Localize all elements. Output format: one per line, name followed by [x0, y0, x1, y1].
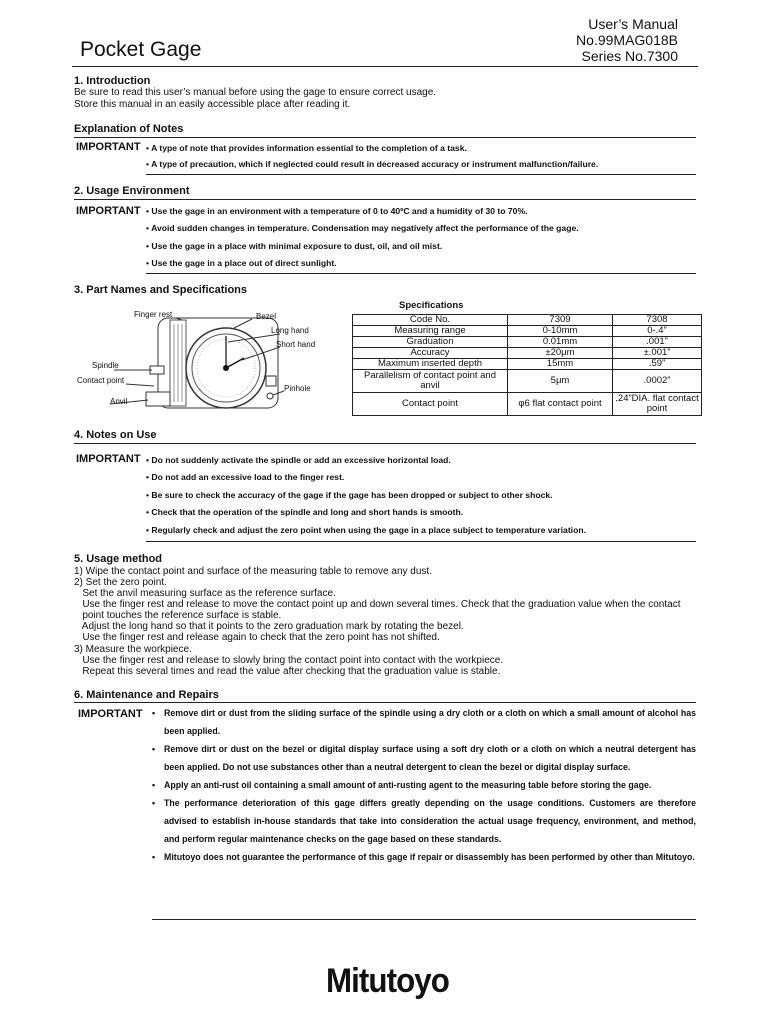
list-item: • Remove dirt or dust on the bezel or digital display surface using a soft dry cloth or a cloth on which a neutral detergent has been applied. Do not use substances other than a neutral detergent to clean the bezel or digital display surface. [152, 744, 696, 772]
header-rule [72, 66, 698, 67]
list-item: • Apply an anti-rust oil containing a small amount of anti-rusting agent to the measuring table before storing the gage. [152, 780, 652, 790]
specs-table [352, 314, 702, 416]
note-item: • A type of note that provides information essential to the completion of a task. [146, 143, 467, 153]
important-label: IMPORTANT [76, 453, 141, 465]
method-line: Set the anvil measuring surface as the reference surface. [74, 588, 336, 599]
divider [146, 273, 696, 274]
intro-heading: 1. Introduction [74, 75, 151, 87]
method-line: 2) Set the zero point. [74, 577, 167, 588]
use-item: • Be sure to check the accuracy of the gage if the gage has been dropped or subject to other shock. [146, 490, 553, 500]
label-spindle: Spindle [92, 361, 119, 370]
notes-heading: Explanation of Notes [74, 123, 184, 135]
label-bezel: Bezel [256, 312, 277, 321]
label-contact-point: Contact point [77, 376, 125, 385]
method-line: Use the finger rest and release to slowly bring the contact point into contact with the workpiece. [74, 655, 504, 666]
list-item: • Remove dirt or dust from the sliding surface of the spindle using a dry cloth or a cloth on which a small amount of alcohol has been applied. [152, 708, 696, 736]
label-pinhole: Pinhole [284, 384, 311, 393]
important-label: IMPORTANT [76, 141, 141, 153]
method-line: Use the finger rest and release to move the contact point up and down several times. Check that the graduation value when the contact [74, 599, 681, 610]
parts-heading: 3. Part Names and Specifications [74, 284, 248, 296]
method-line: 1) Wipe the contact point and surface of the measuring table to remove any dust. [74, 566, 432, 577]
brand-logo: Mitutoyo [326, 962, 449, 1000]
method-line: Use the finger rest and release again to check that the zero point has not shifted. [74, 632, 440, 643]
label-finger-rest: Finger rest [134, 310, 173, 319]
list-item: • Mitutoyo does not guarantee the performance of this gage if repair or disassembly has been performed by other than Mitutoyo. [152, 852, 695, 862]
divider [74, 137, 696, 138]
table-row: Measuring range 0-10mm 0-.4” [353, 326, 702, 337]
env-heading: 2. Usage Environment [74, 185, 190, 197]
env-item: • Avoid sudden changes in temperature. Condensation may negatively affect the performance of the gage. [146, 223, 579, 233]
method-heading: 5. Usage method [74, 553, 163, 565]
maint-list [152, 704, 696, 866]
divider [74, 443, 696, 444]
maint-heading: 6. Maintenance and Repairs [74, 689, 219, 701]
label-long-hand: Long hand [271, 326, 309, 335]
label-short-hand: Short hand [276, 340, 316, 349]
use-item: • Do not suddenly activate the spindle or add an excessive horizontal load. [146, 455, 451, 465]
manual-number: No.99MAG018B [576, 32, 678, 48]
page-title: Pocket Gage [80, 38, 202, 61]
intro-line-1: Be sure to read this user’s manual before using the gage to ensure correct usage. [74, 87, 437, 98]
series-number: Series No.7300 [581, 48, 678, 64]
table-row: Maximum inserted depth 15mm .59” [353, 359, 702, 370]
method-line: Adjust the long hand so that it points to the zero graduation mark by rotating the bezel. [74, 621, 464, 632]
env-item: • Use the gage in a place with minimal exposure to dust, oil, and oil mist. [146, 241, 443, 251]
divider [146, 174, 696, 175]
specs-caption: Specifications [399, 300, 464, 311]
use-item: • Do not add an excessive load to the finger rest. [146, 472, 345, 482]
important-label: IMPORTANT [76, 205, 141, 217]
list-item: • The performance deterioration of this gage differs greatly depending on the usage conditions. Customers are therefore advised to establish in-house standards that take into consideration the actual usage frequency, environment, and method, and perform regular maintenance checks on the gage based on these standards. [152, 798, 696, 844]
method-line: Repeat this several times and read the value after checking that the graduation value is stable. [74, 666, 501, 677]
table-row: Code No. 7309 7308 [353, 315, 702, 326]
use-item: • Regularly check and adjust the zero point when using the gage in a place subject to temperature variation. [146, 525, 586, 535]
use-item: • Check that the operation of the spindle and long and short hands is smooth. [146, 507, 464, 517]
manual-info [576, 16, 678, 64]
intro-line-2: Store this manual in an easily accessible place after reading it. [74, 99, 351, 110]
divider [146, 541, 696, 542]
table-row: Parallelism of contact point and anvil 5μm .0002” [353, 370, 702, 393]
env-item: • Use the gage in an environment with a temperature of 0 to 40ºC and a humidity of 30 to 70%. [146, 206, 528, 216]
label-anvil: Anvil [110, 397, 128, 406]
divider [152, 919, 696, 920]
important-label: IMPORTANT [78, 708, 143, 720]
table-row: Graduation 0.01mm .001” [353, 337, 702, 348]
divider [74, 199, 696, 200]
method-line: point touches the reference surface is stable. [74, 610, 282, 621]
env-item: • Use the gage in a place out of direct sunlight. [146, 258, 337, 268]
table-row: Accuracy ±20μm ±.001” [353, 348, 702, 359]
note-item: • A type of precaution, which if neglected could result in decreased accuracy or instrument malfunction/failure. [146, 159, 599, 169]
method-line: 3) Measure the workpiece. [74, 644, 192, 655]
use-heading: 4. Notes on Use [74, 429, 157, 441]
manual-label: User’s Manual [588, 16, 678, 32]
divider [74, 702, 696, 703]
table-row: Contact point φ6 flat contact point .24”DIA. flat contact point [353, 393, 702, 416]
